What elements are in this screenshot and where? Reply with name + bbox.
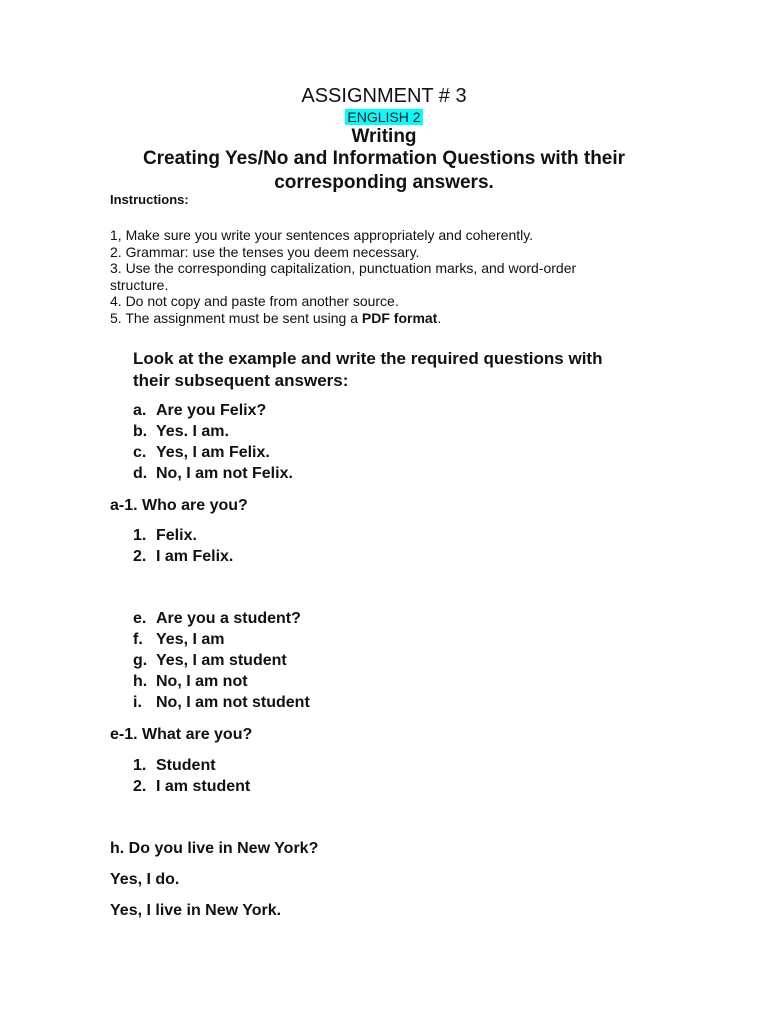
prompt-line-1: Look at the example and write the required questions with [133,349,603,368]
list-marker: h. [133,673,148,690]
list-item [133,776,250,797]
list-item-text: Felix. [156,527,197,544]
list-item-text: Yes, I am [156,631,225,648]
list-item-text: Yes, I am student [156,652,287,669]
list-marker: 2. [133,548,147,565]
list-item [133,650,310,671]
subtitle-line-1: Creating Yes/No and Information Questions with their [142,148,626,169]
list-item [133,400,293,421]
instruction-item: 3. Use the corresponding capitalization, punctuation marks, and word-order [110,260,577,277]
list-marker: 1. [133,527,147,544]
assignment-title: ASSIGNMENT # 3 [301,85,467,107]
instruction-item: 4. Do not copy and paste from another source. [110,293,399,310]
assignment-subtitle [0,147,768,195]
answer-list-e1 [133,755,250,797]
instructions-list [110,227,670,327]
list-marker: f. [133,631,143,648]
instruction-item: 1, Make sure you write your sentences appropriately and coherently. [110,227,534,243]
list-marker: 1. [133,757,147,774]
list-item [133,692,310,713]
list-item-text: Yes. I am. [156,423,229,440]
course-label-wrap [0,109,768,126]
list-item-text: Student [156,757,216,774]
example-list-e [133,608,310,713]
instruction-item: structure. [110,276,169,293]
list-marker: b. [133,423,148,440]
section-heading: Writing [351,126,417,147]
example-list-a [133,400,293,484]
list-marker: d. [133,465,148,482]
instruction-5-bold: PDF format [361,309,438,326]
prompt-line-2: their subsequent answers: [133,371,349,390]
list-item-text: Yes, I am Felix. [156,444,270,461]
instruction-item: 2. Grammar: use the tenses you deem necessary. [110,243,420,260]
list-item-text: Are you Felix? [156,402,267,419]
question-h: h. Do you live in New York? [110,840,319,857]
list-item-text: No, I am not student [156,694,310,711]
list-item-text: I am Felix. [156,548,234,565]
list-item [133,463,293,484]
instructions-label: Instructions: [110,192,189,207]
question-a1: a-1. Who are you? [110,497,248,514]
list-item [133,629,310,650]
list-item [133,755,250,776]
list-marker: i. [133,694,142,711]
list-item [133,546,233,567]
list-marker: 2. [133,778,147,795]
list-item-text: No, I am not Felix. [156,465,293,482]
answer-list-a1 [133,525,233,567]
list-marker: g. [133,652,148,669]
list-item [133,442,293,463]
subtitle-line-2: corresponding answers. [274,172,494,193]
question-e1: e-1. What are you? [110,726,253,743]
instruction-item [110,310,670,327]
list-marker: c. [133,444,147,461]
list-item [133,671,310,692]
list-item-text: Are you a student? [156,610,301,627]
list-item [133,421,293,442]
instruction-5-suffix: . [437,309,442,326]
exercise-prompt [133,348,673,392]
list-item-text: I am student [156,778,251,795]
list-item [133,525,233,546]
answer-h-2: Yes, I live in New York. [110,902,282,919]
instruction-5-prefix: 5. The assignment must be sent using a [110,309,362,326]
list-item-text: No, I am not [156,673,248,690]
list-marker: e. [133,610,147,627]
answer-h-1: Yes, I do. [110,871,180,888]
course-label: ENGLISH 2 [347,109,421,125]
list-marker: a. [133,402,147,419]
list-item [133,608,310,629]
